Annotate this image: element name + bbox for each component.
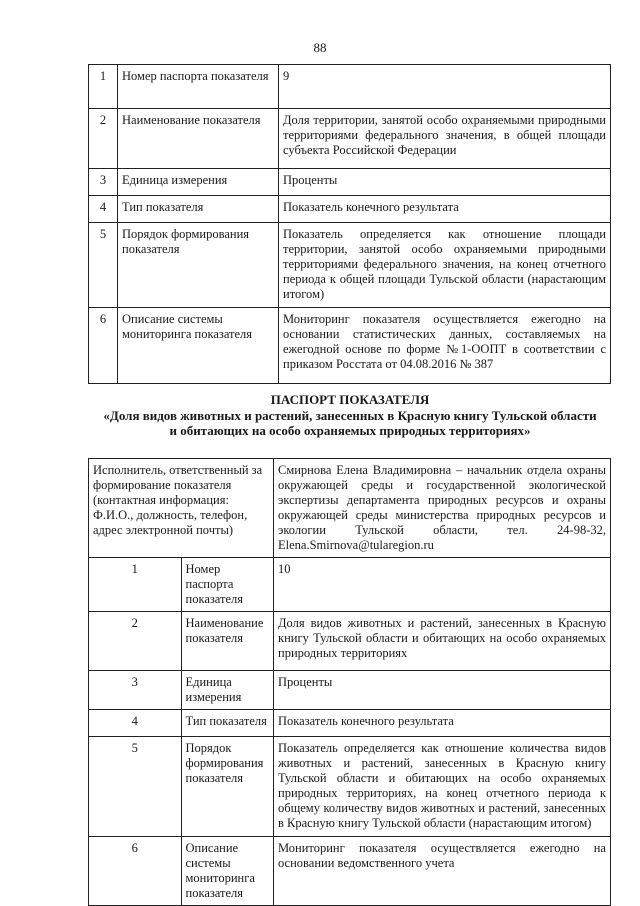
row-label: Единица измерения [181,671,274,710]
row-value: Доля видов животных и растений, занесенных в Красную книгу Тульской области и обитающих на особо охраняемых природных территориях [274,612,611,671]
executor-label: Исполнитель, ответственный за формирование показателя (контактная информация: Ф.И.О., должность, телефон, адрес электронной почты) [89,459,274,558]
executor-value: Смирнова Елена Владимировна – начальник отдела охраны окружающей среды и государственной экологической экспертизы департамента природных ресурсов и охраны окружающей среды министерства природных ресурсов и экологии Тульской области, тел. 24-98-32, Elena.Smirnova@tularegion.ru [274,459,611,558]
row-number: 6 [89,308,118,384]
row-label: Наименование показателя [181,612,274,671]
row-value: Проценты [279,169,611,196]
indicator-passport-table-10 [88,458,611,906]
table-row [89,710,611,737]
row-number: 4 [89,710,182,737]
row-value: Показатель определяется как отношение площади территории, занятой особо охраняемыми природными территориями федерального значения, на конец отчетного периода к общей площади Тульской области (нарастающим итогом) [279,223,611,308]
table-row [89,169,611,196]
table-row [89,612,611,671]
table-row [89,671,611,710]
row-number: 6 [89,837,182,906]
page-number: 88 [313,40,327,55]
table-row [89,837,611,906]
row-value: Показатель конечного результата [274,710,611,737]
row-value: Показатель конечного результата [279,196,611,223]
row-number: 3 [89,671,182,710]
row-label: Порядок формирования показателя [181,737,274,837]
row-number: 4 [89,196,118,223]
row-number: 3 [89,169,118,196]
row-label: Единица измерения [118,169,279,196]
indicator-passport-table-9 [88,64,611,384]
row-label: Порядок формирования показателя [118,223,279,308]
row-number: 2 [89,612,182,671]
row-value: Проценты [274,671,611,710]
row-number: 5 [89,223,118,308]
row-value: Мониторинг показателя осуществляется ежегодно на основании статистических данных, составляемых на ежегодной основе по форме №1-ООПТ в соответствии с приказом Росстата от 04.08.2016 № 387 [279,308,611,384]
passport-heading-subtitle-line-1: «Доля видов животных и растений, занесенных в Красную книгу Тульской области [103,408,597,423]
row-number: 1 [89,65,118,109]
table-row [89,308,611,384]
row-number: 2 [89,109,118,169]
passport-heading-subtitle-line-2: и обитающих на особо охраняемых природных территориях» [169,423,531,438]
row-number: 5 [89,737,182,837]
row-label: Номер паспорта показателя [118,65,279,109]
table-row [89,109,611,169]
row-label: Тип показателя [118,196,279,223]
row-value: 10 [274,558,611,612]
row-label: Описание системы мониторинга показателя [181,837,274,906]
row-value: Мониторинг показателя осуществляется ежегодно на основании ведомственного учета [274,837,611,906]
table-row [89,65,611,109]
row-value: Доля территории, занятой особо охраняемыми природными территориями федерального значения, в общей площади субъекта Российской Федерации [279,109,611,169]
row-value: Показатель определяется как отношение количества видов животных и растений, занесенных в Красную книгу Тульской области и обитающих на особо охраняемых природных территориях, на конец отчетного периода к общему количеству видов животных и растений, занесенных в Красную книгу Тульской области (нарастающим итогом) [274,737,611,837]
row-label: Номер паспорта показателя [181,558,274,612]
row-value: 9 [279,65,611,109]
table-row [89,223,611,308]
executor-row [89,459,611,558]
row-label: Описание системы мониторинга показателя [118,308,279,384]
passport-heading-title: ПАСПОРТ ПОКАЗАТЕЛЯ [270,392,430,407]
table-row [89,196,611,223]
row-label: Наименование показателя [118,109,279,169]
row-label: Тип показателя [181,710,274,737]
table-row [89,558,611,612]
table-row [89,737,611,837]
row-number: 1 [89,558,182,612]
